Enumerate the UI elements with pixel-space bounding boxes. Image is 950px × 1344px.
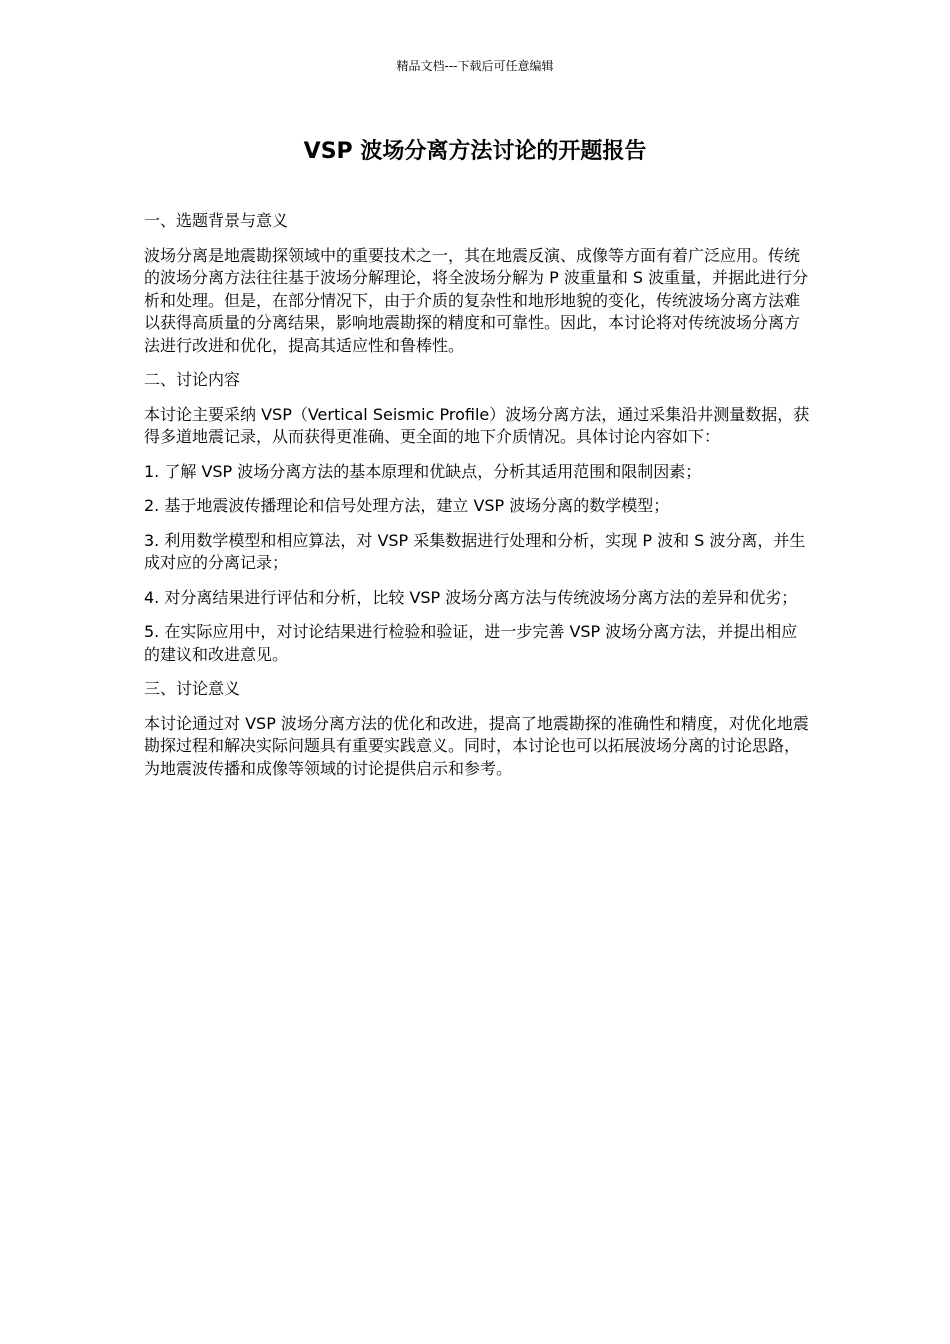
- document-title: VSP 波场分离方法讨论的开题报告: [303, 139, 647, 164]
- list-item-4: 4. 对分离结果进行评估和分析，比较 VSP 波场分离方法与传统波场分离方法的差异和优劣；: [144, 587, 798, 607]
- paragraph-background: 波场分离是地震勘探领域中的重要技术之一，其在地震反演、成像等方面有着广泛应用。传统的波场分离方法往往基于波场分解理论，将全波场分解为 P 波重量和 S 波重量，并据此进行分析和处理。但是，在部分情况下，由于介质的复杂性和地形地貌的变化，传统波场分离方法难以获得高质量的分离结果，影响地震勘探的精度和可靠性。因此，本讨论将对传统波场分离方法进行改进和优化，提高其适应性和鲁棒性。: [144, 245, 809, 355]
- section-heading-significance: 三、讨论意义: [144, 679, 241, 698]
- list-item-2: 2. 基于地震波传播理论和信号处理方法，建立 VSP 波场分离的数学模型；: [144, 496, 670, 515]
- document-body: [144, 210, 810, 792]
- header-note: 精品文档---下载后可任意编辑: [396, 59, 554, 73]
- list-item-5: 5. 在实际应用中，对讨论结果进行检验和验证，进一步完善 VSP 波场分离方法，并提出相应的建议和改进意见。: [144, 622, 798, 664]
- section-heading-background: 一、选题背景与意义: [144, 211, 289, 230]
- list-item-3: 3. 利用数学模型和相应算法，对 VSP 采集数据进行处理和分析，实现 P 波和 S 波分离，并生成对应的分离记录；: [144, 530, 806, 572]
- paragraph-significance: 本讨论通过对 VSP 波场分离方法的优化和改进，提高了地震勘探的准确性和精度，对优化地震勘探过程和解决实际问题具有重要实践意义。同时，本讨论也可以拓展波场分离的讨论思路，为地震波传播和成像等领域的讨论提供启示和参考。: [144, 713, 809, 778]
- section-heading-content: 二、讨论内容: [144, 370, 241, 389]
- paragraph-content-intro: 本讨论主要采纳 VSP（Vertical Seismic Profile）波场分离方法，通过采集沿井测量数据，获得多道地震记录，从而获得更准确、更全面的地下介质情况。具体讨论内容如下：: [144, 404, 810, 446]
- list-item-1: 1. 了解 VSP 波场分离方法的基本原理和优缺点，分析其适用范围和限制因素；: [144, 461, 702, 481]
